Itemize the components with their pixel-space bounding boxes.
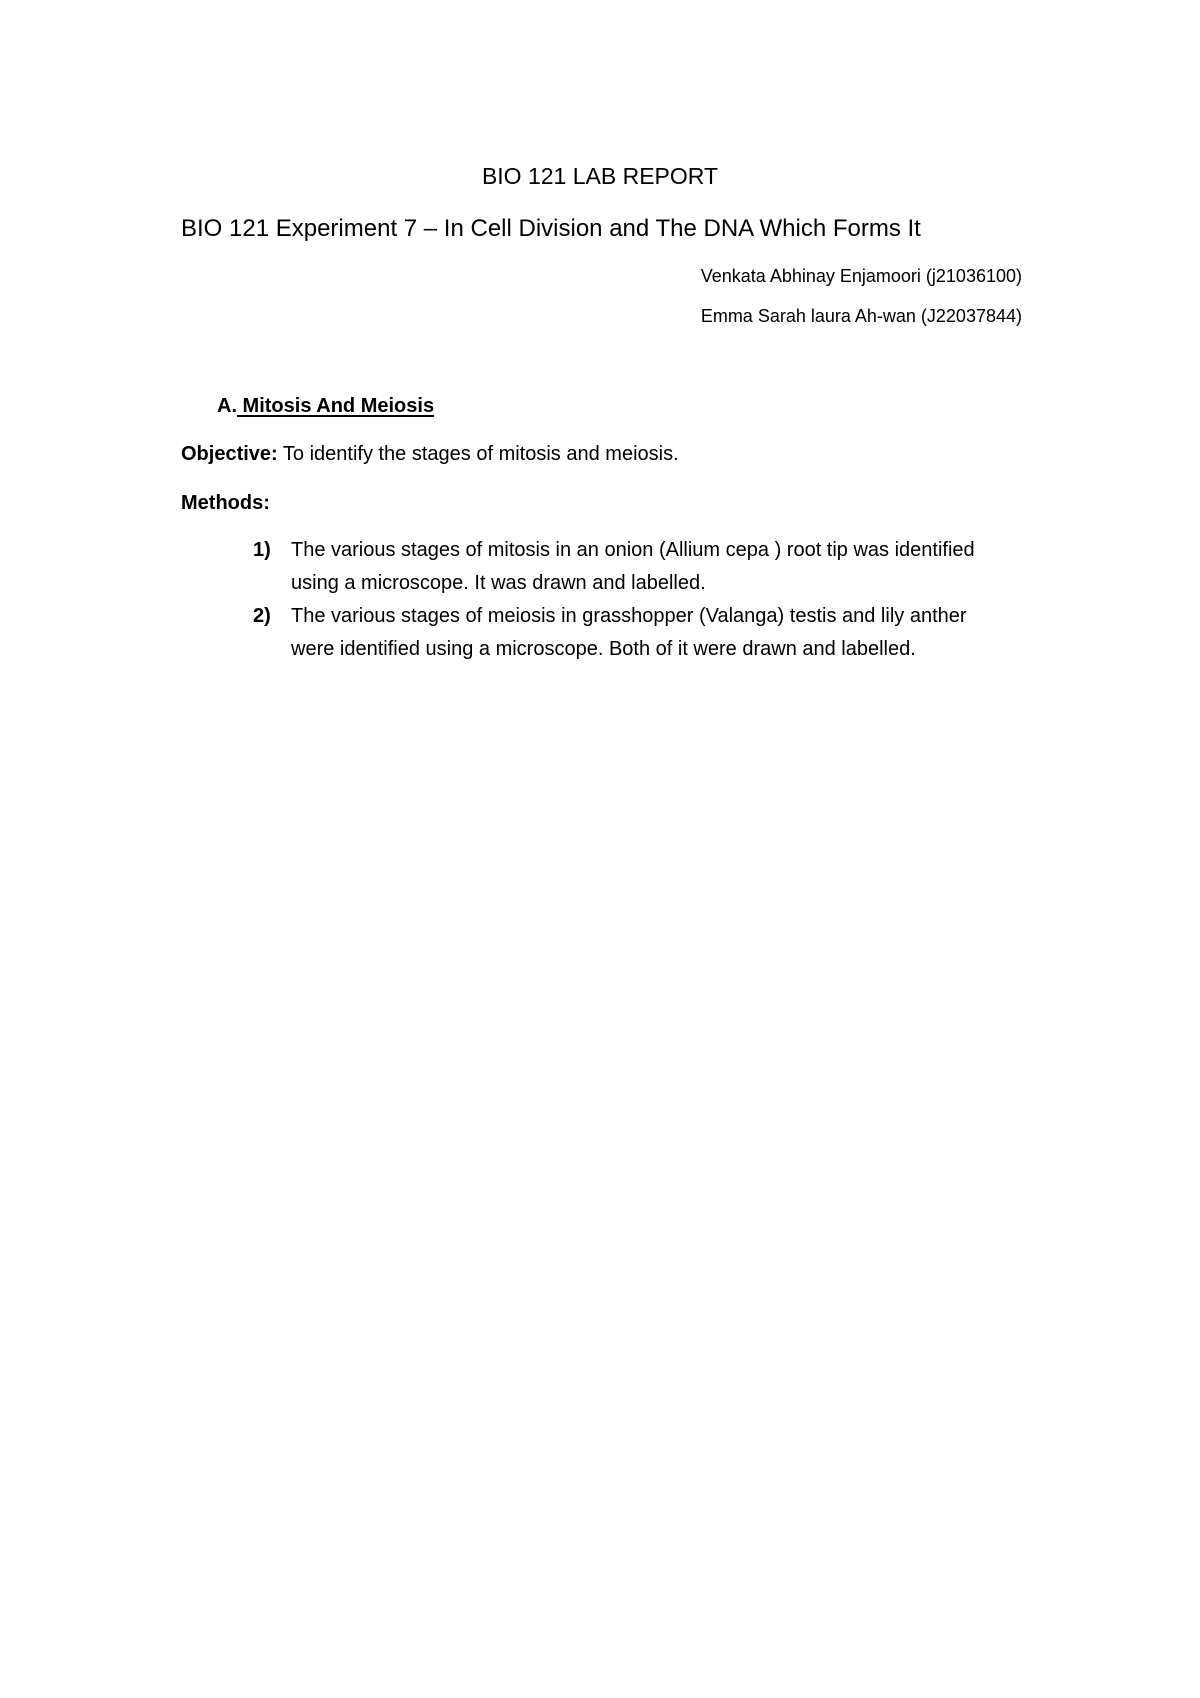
objective-text: To identify the stages of mitosis and meiosis.: [277, 443, 679, 465]
method-item-2: [253, 600, 993, 666]
author-2: Emma Sarah laura Ah-wan (J22037844): [700, 306, 1022, 326]
method-text-2: The various stages of meiosis in grasshopper (Valanga) testis and lily anther were identified using a microscope. Both of it were drawn and labelled.: [291, 605, 967, 660]
section-letter: A.: [217, 395, 237, 417]
method-number-1: 1): [253, 539, 271, 561]
methods-label: Methods:: [181, 492, 270, 514]
objective-paragraph: [181, 441, 679, 467]
method-item-1: [253, 534, 993, 600]
method-text-1: The various stages of mitosis in an onion (Allium cepa ) root tip was identified using a microscope. It was drawn and labelled.: [291, 539, 975, 594]
section-heading: [217, 393, 434, 419]
report-title: BIO 121 LAB REPORT: [481, 163, 719, 189]
author-1: Venkata Abhinay Enjamoori (j21036100): [700, 266, 1022, 286]
method-number-2: 2): [253, 605, 271, 627]
experiment-title: BIO 121 Experiment 7 – In Cell Division and The DNA Which Forms It: [181, 215, 921, 242]
section-title: Mitosis And Meiosis: [237, 395, 435, 417]
objective-label: Objective:: [181, 443, 278, 465]
